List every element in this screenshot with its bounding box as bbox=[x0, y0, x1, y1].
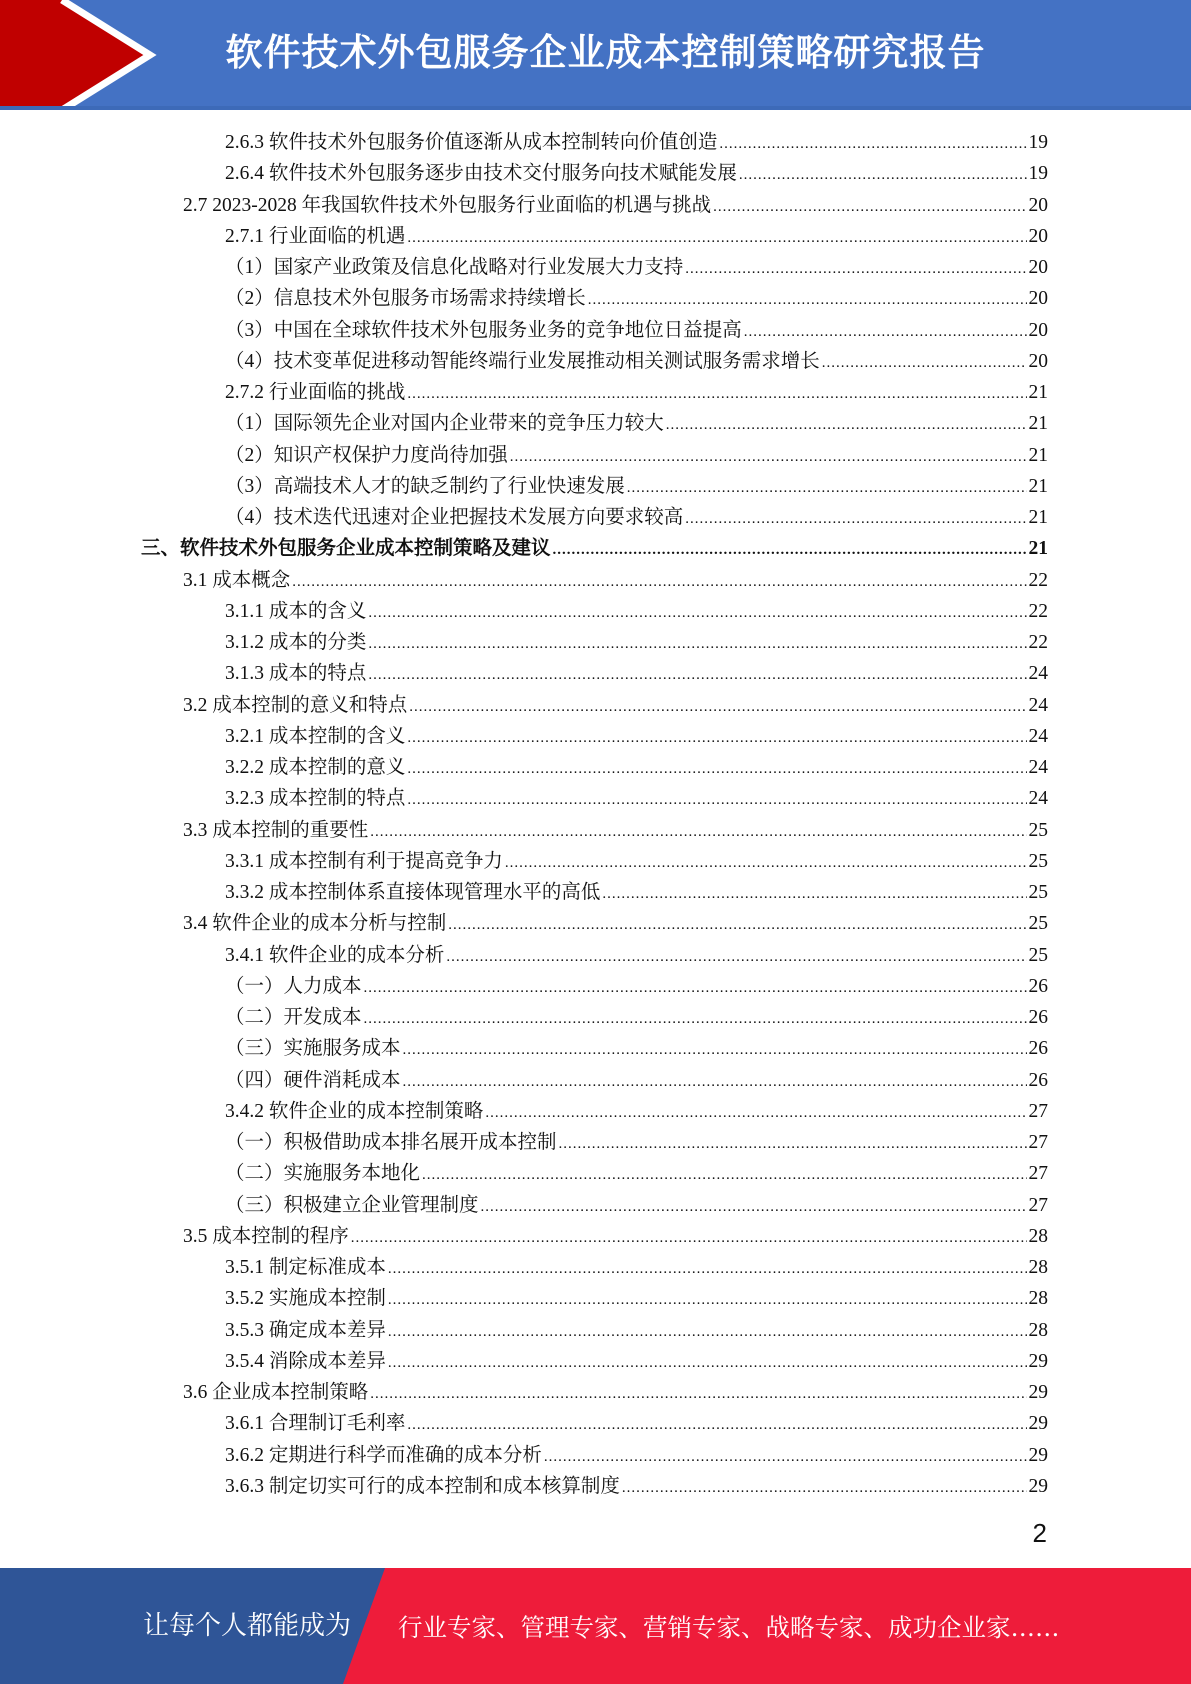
toc-entry-page: 26 bbox=[1028, 1069, 1048, 1091]
toc-entry[interactable] bbox=[225, 440, 1048, 471]
toc-entry[interactable] bbox=[225, 752, 1048, 783]
toc-entry-page: 27 bbox=[1028, 1100, 1048, 1122]
toc-entry[interactable] bbox=[225, 1002, 1048, 1033]
toc-entry-page: 21 bbox=[1028, 538, 1048, 560]
toc-dot-leader bbox=[602, 879, 1026, 910]
toc-entry-label: 3.4.1 软件企业的成本分析 bbox=[225, 944, 445, 966]
toc-entry-label: 2.6.3 软件技术外包服务价值逐渐从成本控制转向价值创造 bbox=[225, 132, 718, 153]
toc-dot-leader bbox=[485, 1098, 1026, 1129]
toc-entry-label: 3.5 成本控制的程序 bbox=[183, 1225, 349, 1247]
toc-entry[interactable] bbox=[225, 658, 1048, 689]
toc-entry-label: 3.2.1 成本控制的含义 bbox=[225, 725, 406, 747]
toc-entry[interactable] bbox=[183, 1377, 1048, 1408]
toc-dot-leader bbox=[407, 754, 1026, 785]
toc-entry[interactable] bbox=[225, 283, 1048, 314]
toc-entry-label: （一）人力成本 bbox=[225, 975, 362, 997]
toc-entry[interactable] bbox=[183, 1221, 1048, 1252]
toc-entry-label: 三、软件技术外包服务企业成本控制策略及建议 bbox=[141, 538, 551, 560]
toc-entry-label: （2）知识产权保护力度尚待加强 bbox=[225, 444, 508, 466]
toc-entry-page: 21 bbox=[1028, 507, 1048, 528]
toc-entry-page: 21 bbox=[1028, 382, 1048, 403]
toc-entry-page: 29 bbox=[1028, 1413, 1048, 1435]
toc-entry-label: 3.2.3 成本控制的特点 bbox=[225, 788, 406, 810]
toc-dot-leader bbox=[739, 160, 1027, 191]
toc-entry-page: 28 bbox=[1028, 1225, 1048, 1247]
toc-dot-leader bbox=[407, 785, 1026, 816]
toc-entry[interactable] bbox=[225, 1096, 1048, 1127]
toc-entry-page: 26 bbox=[1028, 975, 1048, 997]
toc-entry-label: （二）实施服务本地化 bbox=[225, 1163, 421, 1185]
toc-entry-label: 3.3 成本控制的重要性 bbox=[183, 819, 369, 841]
toc-dot-leader bbox=[505, 848, 1027, 879]
toc-entry-label: 2.7 2023-2028 年我国软件技术外包服务行业面临的机遇与挑战 bbox=[183, 194, 712, 216]
toc-entry-page: 20 bbox=[1028, 319, 1048, 341]
footer-slogan-left: 让每个人都能成为 bbox=[143, 1611, 352, 1641]
toc-entry-page: 25 bbox=[1028, 944, 1048, 966]
toc-entry-label: （3）高端技术人才的缺乏制约了行业快速发展 bbox=[225, 475, 625, 497]
toc-entry[interactable] bbox=[225, 721, 1048, 752]
toc-entry-page: 25 bbox=[1028, 882, 1048, 903]
toc-entry[interactable] bbox=[183, 815, 1048, 846]
toc-entry[interactable] bbox=[225, 221, 1048, 252]
page-number: 2 bbox=[1032, 1518, 1047, 1548]
toc-entry-label: （1）国际领先企业对国内企业带来的竞争压力较大 bbox=[225, 413, 664, 435]
toc-entry[interactable] bbox=[183, 908, 1048, 939]
toc-entry[interactable] bbox=[225, 471, 1048, 502]
toc-entry[interactable] bbox=[225, 1283, 1048, 1314]
toc-entry-label: （三）积极建立企业管理制度 bbox=[225, 1194, 479, 1216]
toc-entry[interactable] bbox=[141, 533, 1048, 564]
header-banner bbox=[0, 0, 1191, 110]
toc-entry[interactable] bbox=[183, 690, 1048, 721]
toc-entry-label: （1）国家产业政策及信息化战略对行业发展大力支持 bbox=[225, 257, 684, 278]
toc-entry[interactable] bbox=[225, 596, 1048, 627]
toc-entry-label: 2.7.2 行业面临的挑战 bbox=[225, 382, 406, 403]
toc-entry[interactable] bbox=[225, 1158, 1048, 1189]
toc-entry-page: 25 bbox=[1028, 913, 1048, 935]
toc-entry[interactable] bbox=[225, 408, 1048, 439]
toc-entry[interactable] bbox=[225, 1408, 1048, 1439]
toc-entry-page: 27 bbox=[1028, 1163, 1048, 1185]
toc-entry-page: 22 bbox=[1028, 600, 1048, 622]
toc-dot-leader bbox=[364, 973, 1027, 1004]
toc-entry-label: 3.5.2 实施成本控制 bbox=[225, 1288, 386, 1310]
toc-entry[interactable] bbox=[225, 1252, 1048, 1283]
toc-entry-page: 19 bbox=[1028, 163, 1048, 185]
toc-entry-page: 21 bbox=[1028, 475, 1048, 497]
toc-entry[interactable] bbox=[225, 940, 1048, 971]
toc-dot-leader bbox=[407, 1410, 1026, 1441]
toc-entry[interactable] bbox=[225, 377, 1048, 408]
toc-entry-page: 24 bbox=[1028, 788, 1048, 810]
toc-entry-page: 26 bbox=[1028, 1038, 1048, 1060]
toc-entry-page: 25 bbox=[1028, 850, 1048, 872]
toc-entry[interactable] bbox=[225, 971, 1048, 1002]
toc-entry[interactable] bbox=[225, 346, 1048, 377]
toc-dot-leader bbox=[685, 254, 1026, 285]
toc-entry[interactable] bbox=[225, 1315, 1048, 1346]
toc-dot-leader bbox=[364, 1004, 1027, 1035]
toc-dot-leader bbox=[370, 817, 1026, 848]
toc-dot-leader bbox=[388, 1348, 1027, 1379]
toc-dot-leader bbox=[368, 598, 1026, 629]
toc-entry-page: 19 bbox=[1028, 132, 1048, 153]
toc-entry-page: 26 bbox=[1028, 1007, 1048, 1028]
toc-entry[interactable] bbox=[225, 783, 1048, 814]
toc-entry-label: 3.1.3 成本的特点 bbox=[225, 663, 367, 685]
toc-entry-label: 3.1.1 成本的含义 bbox=[225, 600, 367, 622]
toc-entry-page: 20 bbox=[1028, 288, 1048, 310]
toc-entry-label: 3.4 软件企业的成本分析与控制 bbox=[183, 913, 447, 935]
toc-entry-label: （一）积极借助成本排名展开成本控制 bbox=[225, 1132, 557, 1153]
toc-dot-leader bbox=[403, 1067, 1027, 1098]
toc-entry-label: （四）硬件消耗成本 bbox=[225, 1069, 401, 1091]
toc-entry-page: 29 bbox=[1028, 1350, 1048, 1372]
toc-dot-leader bbox=[448, 910, 1026, 941]
toc-entry-page: 20 bbox=[1028, 194, 1048, 216]
toc-entry-page: 27 bbox=[1028, 1132, 1048, 1153]
toc-dot-leader bbox=[407, 723, 1026, 754]
toc-entry-page: 22 bbox=[1028, 632, 1048, 653]
toc-entry-label: （二）开发成本 bbox=[225, 1007, 362, 1028]
toc-entry[interactable] bbox=[225, 627, 1048, 658]
toc-dot-leader bbox=[403, 1035, 1027, 1066]
toc-entry[interactable] bbox=[225, 1190, 1048, 1221]
toc-entry[interactable] bbox=[225, 252, 1048, 283]
toc-entry-label: 2.7.1 行业面临的机遇 bbox=[225, 225, 406, 247]
toc-dot-leader bbox=[481, 1192, 1027, 1223]
toc-entry[interactable] bbox=[225, 1127, 1048, 1158]
toc-entry-page: 24 bbox=[1028, 725, 1048, 747]
toc-dot-leader bbox=[510, 442, 1027, 473]
toc-dot-leader bbox=[685, 504, 1026, 535]
toc-entry[interactable] bbox=[225, 127, 1048, 158]
toc-entry-page: 28 bbox=[1028, 1288, 1048, 1310]
toc-entry[interactable] bbox=[225, 158, 1048, 189]
toc-entry-label: 3.1 成本概念 bbox=[183, 569, 291, 591]
toc-entry-label: （4）技术迭代迅速对企业把握技术发展方向要求较高 bbox=[225, 507, 684, 528]
toc-entry-label: （4）技术变革促进移动智能终端行业发展推动相关测试服务需求增长 bbox=[225, 350, 820, 372]
toc-dot-leader bbox=[388, 1317, 1027, 1348]
toc-entry[interactable] bbox=[225, 502, 1048, 533]
toc-entry-label: 3.3.2 成本控制体系直接体现管理水平的高低 bbox=[225, 882, 601, 903]
toc-entry[interactable] bbox=[225, 1440, 1048, 1471]
toc-entry[interactable] bbox=[225, 1033, 1048, 1064]
toc-entry-label: 3.5.4 消除成本差异 bbox=[225, 1350, 386, 1372]
toc-entry[interactable] bbox=[225, 1471, 1048, 1502]
toc-entry-page: 24 bbox=[1028, 757, 1048, 778]
toc-entry[interactable] bbox=[225, 877, 1048, 908]
toc-entry-label: 3.6.1 合理制订毛利率 bbox=[225, 1413, 406, 1435]
toc-entry[interactable] bbox=[225, 846, 1048, 877]
toc-entry-page: 28 bbox=[1028, 1319, 1048, 1341]
toc-dot-leader bbox=[666, 410, 1027, 441]
toc-dot-leader bbox=[559, 1129, 1027, 1160]
toc-entry-page: 20 bbox=[1028, 350, 1048, 372]
toc-dot-leader bbox=[292, 567, 1026, 598]
toc-dot-leader bbox=[407, 223, 1026, 254]
toc-entry-label: 3.2.2 成本控制的意义 bbox=[225, 757, 406, 778]
toc-dot-leader bbox=[409, 692, 1026, 723]
toc-entry[interactable] bbox=[183, 190, 1048, 221]
toc-entry-label: 3.4.2 软件企业的成本控制策略 bbox=[225, 1100, 484, 1122]
toc-entry-page: 25 bbox=[1028, 819, 1048, 841]
toc-entry-page: 24 bbox=[1028, 663, 1048, 685]
toc-entry-page: 20 bbox=[1028, 257, 1048, 278]
toc-entry-page: 22 bbox=[1028, 569, 1048, 591]
toc-dot-leader bbox=[446, 942, 1026, 973]
toc-entry[interactable] bbox=[225, 1346, 1048, 1377]
toc-entry-label: 3.5.3 确定成本差异 bbox=[225, 1319, 386, 1341]
toc-entry-label: 3.2 成本控制的意义和特点 bbox=[183, 694, 408, 716]
toc-entry[interactable] bbox=[225, 315, 1048, 346]
toc-entry-label: （2）信息技术外包服务市场需求持续增长 bbox=[225, 288, 586, 310]
toc-entry-label: 3.6.2 定期进行科学而准确的成本分析 bbox=[225, 1444, 542, 1466]
toc-entry-label: （3）中国在全球软件技术外包服务业务的竞争地位日益提高 bbox=[225, 319, 742, 341]
toc-entry-page: 21 bbox=[1028, 444, 1048, 466]
toc-entry-page: 27 bbox=[1028, 1194, 1048, 1216]
toc-dot-leader bbox=[744, 317, 1027, 348]
toc-dot-leader bbox=[627, 473, 1027, 504]
toc-entry-page: 20 bbox=[1028, 225, 1048, 247]
toc-entry-label: 3.3.1 成本控制有利于提高竞争力 bbox=[225, 850, 503, 872]
toc-dot-leader bbox=[368, 660, 1026, 691]
toc-entry-page: 29 bbox=[1028, 1475, 1048, 1497]
toc-dot-leader bbox=[622, 1473, 1027, 1504]
toc-entry-page: 24 bbox=[1028, 694, 1048, 716]
toc-dot-leader bbox=[553, 535, 1027, 566]
toc-entry-label: （三）实施服务成本 bbox=[225, 1038, 401, 1060]
toc-dot-leader bbox=[713, 192, 1026, 223]
toc-entry-label: 3.5.1 制定标准成本 bbox=[225, 1257, 386, 1278]
toc-entry-label: 2.6.4 软件技术外包服务逐步由技术交付服务向技术赋能发展 bbox=[225, 163, 737, 185]
toc-entry-page: 29 bbox=[1028, 1444, 1048, 1466]
toc-dot-leader bbox=[351, 1223, 1027, 1254]
report-title: 软件技术外包服务企业成本控制策略研究报告 bbox=[225, 31, 986, 74]
toc-dot-leader bbox=[719, 129, 1026, 160]
toc-entry-label: 3.6 企业成本控制策略 bbox=[183, 1382, 369, 1403]
toc-entry-page: 29 bbox=[1028, 1382, 1048, 1403]
toc-dot-leader bbox=[422, 1160, 1026, 1191]
toc-dot-leader bbox=[368, 629, 1026, 660]
footer-slogan-right: 行业专家、管理专家、营销专家、战略专家、成功企业家…… bbox=[398, 1613, 1060, 1642]
toc-entry[interactable] bbox=[183, 565, 1048, 596]
toc-entry[interactable] bbox=[225, 1065, 1048, 1096]
toc-dot-leader bbox=[822, 348, 1027, 379]
toc-dot-leader bbox=[407, 379, 1026, 410]
toc-entry-label: 3.1.2 成本的分类 bbox=[225, 632, 367, 653]
toc-dot-leader bbox=[370, 1379, 1026, 1410]
footer-banner bbox=[0, 1568, 1191, 1684]
toc-dot-leader bbox=[388, 1254, 1027, 1285]
toc-entry-page: 28 bbox=[1028, 1257, 1048, 1278]
toc-entry-label: 3.6.3 制定切实可行的成本控制和成本核算制度 bbox=[225, 1475, 620, 1497]
toc-dot-leader bbox=[388, 1285, 1027, 1316]
toc-entry-page: 21 bbox=[1028, 413, 1048, 435]
toc-dot-leader bbox=[588, 285, 1027, 316]
toc-dot-leader bbox=[544, 1442, 1027, 1473]
